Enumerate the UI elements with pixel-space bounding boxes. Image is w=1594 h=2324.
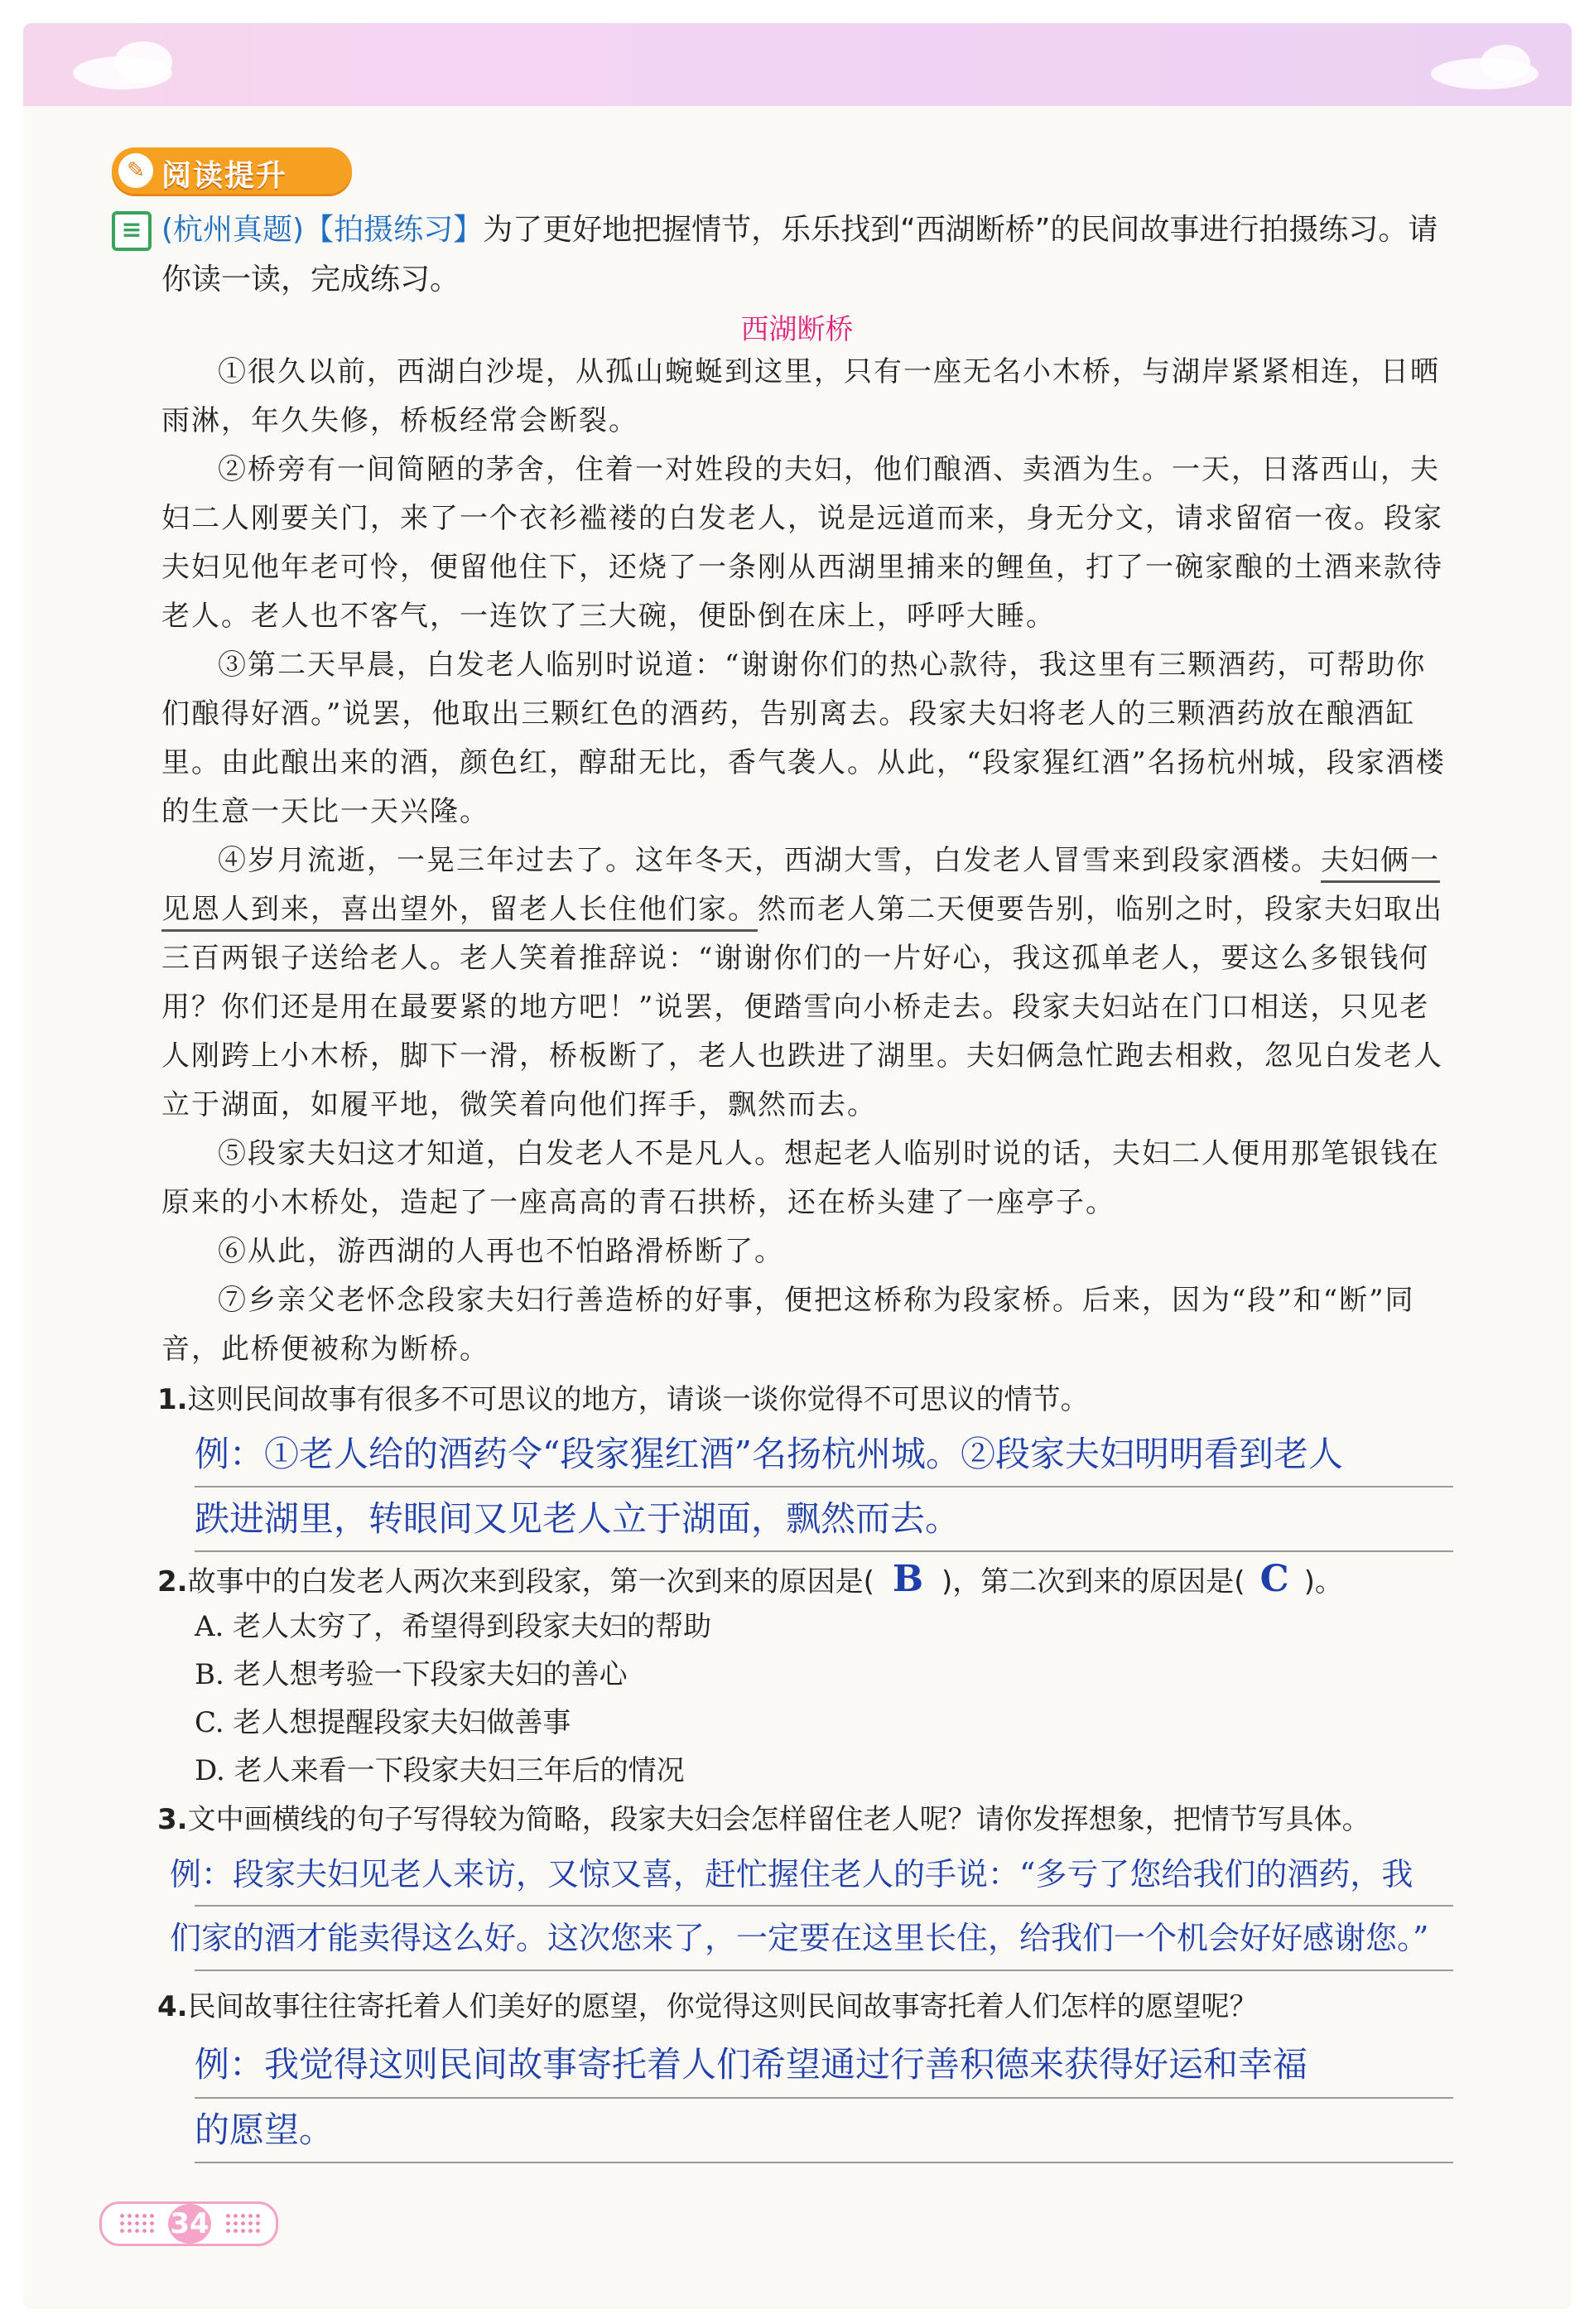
answer-rule bbox=[195, 1970, 1453, 1971]
question-3: 3.文中画横线的句子写得较为简略，段家夫妇会怎样留住老人呢？请你发挥想象，把情节写具体。 bbox=[157, 1803, 1370, 1836]
answer-blank-1: B bbox=[892, 1558, 924, 1600]
intro-text bbox=[161, 205, 1462, 305]
paragraph-3: ③第二天早晨，白发老人临别时说道：“谢谢你们的热心款待，我这里有三颗酒药，可帮助你们酿得好酒。”说罢，他取出三颗红色的酒药，告别离去。段家夫妇将老人的三颗酒药放在酿酒缸里。由此酿出来的酒，颜色红，醇甜无比，香气袭人。从此，“段家猩红酒”名扬杭州城，段家酒楼的生意一天比一天兴隆。 bbox=[161, 649, 1446, 828]
answer-1-line-2: 跌进湖里，转眼间又见老人立于湖面，飘然而去。 bbox=[195, 1498, 961, 1539]
paragraph-4-start: ④岁月流逝，一晃三年过去了。这年冬天，西湖大雪，白发老人冒雪来到段家酒楼。 bbox=[218, 844, 1321, 877]
paragraph-2: ②桥旁有一间简陋的茅舍，住着一对姓段的夫妇，他们酿酒、卖酒为生。一天，日落西山，夫妇二人刚要关门，来了一个衣衫褴褛的白发老人，说是远道而来，身无分文，请求留宿一夜。段家夫妇见他年老可怜，便留他住下，还烧了一条刚从西湖里捕来的鲤鱼，打了一碗家酿的土酒来款待老人。老人也不客气，一连饮了三大碗，便卧倒在床上，呼呼大睡。 bbox=[161, 453, 1443, 633]
question-2: 2.故事中的白发老人两次来到段家，第一次到来的原因是( B )，第二次到来的原因是( C )。 bbox=[157, 1558, 1343, 1600]
answer-3-line-2: 们家的酒才能卖得这么好。这次您来了，一定要在这里长住，给我们一个机会好好感谢您。” bbox=[170, 1920, 1429, 1956]
paragraph-4-end: 然而老人第二天便要告别，临别之时，段家夫妇取出三百两银子送给老人。老人笑着推辞说：“谢谢你们的一片好心，我这孤单老人，要这么多银钱何用？你们还是用在最要紧的地方吧！”说罢，便踏雪向小桥走去。段家夫妇站在门口相送，只见老人刚跨上小木桥，脚下一滑，桥板断了，老人也跌进了湖里。夫妇俩急忙跑去相救，忽见白发老人立于湖面，如履平地，微笑着向他们挥手，飘然而去。 bbox=[161, 893, 1443, 1121]
paragraph-1: ①很久以前，西湖白沙堤，从孤山蜿蜒到这里，只有一座无名小木桥，与湖岸紧紧相连，日晒雨淋，年久失修，桥板经常会断裂。 bbox=[161, 355, 1440, 437]
answer-4-line-2: 的愿望。 bbox=[195, 2109, 335, 2150]
source-label: (杭州真题) bbox=[161, 213, 305, 247]
story-body bbox=[161, 348, 1453, 1374]
option-c: C. 老人想提醒段家夫妇做善事 bbox=[195, 1706, 571, 1739]
task-tag: 【拍摄练习】 bbox=[304, 213, 484, 247]
question-group-icon: ≡ bbox=[112, 211, 152, 251]
underlined-sentence: 夫妇俩一见恩人到来，喜出望外，留老人长住他们家。 bbox=[161, 844, 1440, 932]
answer-rule bbox=[195, 1550, 1453, 1552]
question-1: 1.这则民间故事有很多不可思议的地方，请谈一谈你觉得不可思议的情节。 bbox=[157, 1383, 1089, 1416]
section-title: 阅读提升 bbox=[161, 159, 288, 193]
answer-1-line-1: 例：①老人给的酒药令“段家猩红酒”名扬杭州城。②段家夫妇明明看到老人 bbox=[195, 1434, 1343, 1474]
header-banner bbox=[23, 23, 1572, 106]
dots-decoration-icon bbox=[118, 2212, 155, 2234]
option-b: B. 老人想考验一下段家夫妇的善心 bbox=[195, 1658, 628, 1691]
option-a: A. 老人太穷了，希望得到段家夫妇的帮助 bbox=[195, 1610, 712, 1643]
paragraph-7: ⑦乡亲父老怀念段家夫妇行善造桥的好事，便把这桥称为段家桥。后来，因为“段”和“断”同音，此桥便被称为断桥。 bbox=[161, 1284, 1415, 1366]
answer-rule bbox=[195, 2162, 1453, 2163]
paragraph-5: ⑤段家夫妇这才知道，白发老人不是凡人。想起老人临别时说的话，夫妇二人便用那笔银钱在原来的小木桥处，造起了一座高高的青石拱桥，还在桥头建了一座亭子。 bbox=[161, 1137, 1440, 1219]
question-4: 4.民间故事往往寄托着人们美好的愿望，你觉得这则民间故事寄托着人们怎样的愿望呢？ bbox=[157, 1990, 1258, 2023]
answer-blank-2: C bbox=[1259, 1558, 1289, 1600]
section-header bbox=[112, 147, 352, 194]
paragraph-4 bbox=[161, 837, 1453, 1130]
answer-3-line-1: 例：段家夫妇见老人来访，又惊又喜，赶忙握住老人的手说：“多亏了您给我们的酒药，我 bbox=[170, 1856, 1413, 1892]
answer-4-line-1: 例：我觉得这则民间故事寄托着人们希望通过行善积德来获得好运和幸福 bbox=[195, 2044, 1308, 2085]
book-icon: ✎ bbox=[118, 153, 153, 188]
paragraph-6: ⑥从此，游西湖的人再也不怕路滑桥断了。 bbox=[218, 1235, 784, 1268]
page-number-badge bbox=[99, 2201, 278, 2246]
story-title: 西湖断桥 bbox=[740, 313, 854, 346]
option-d: D. 老人来看一下段家夫妇三年后的情况 bbox=[195, 1754, 685, 1787]
dots-decoration-icon bbox=[224, 2212, 261, 2234]
intro-body: 为了更好地把握情节，乐乐找到“西湖断桥”的民间故事进行拍摄练习。请你读一读，完成练习。 bbox=[161, 213, 1438, 297]
page-number: 34 bbox=[168, 2204, 211, 2244]
